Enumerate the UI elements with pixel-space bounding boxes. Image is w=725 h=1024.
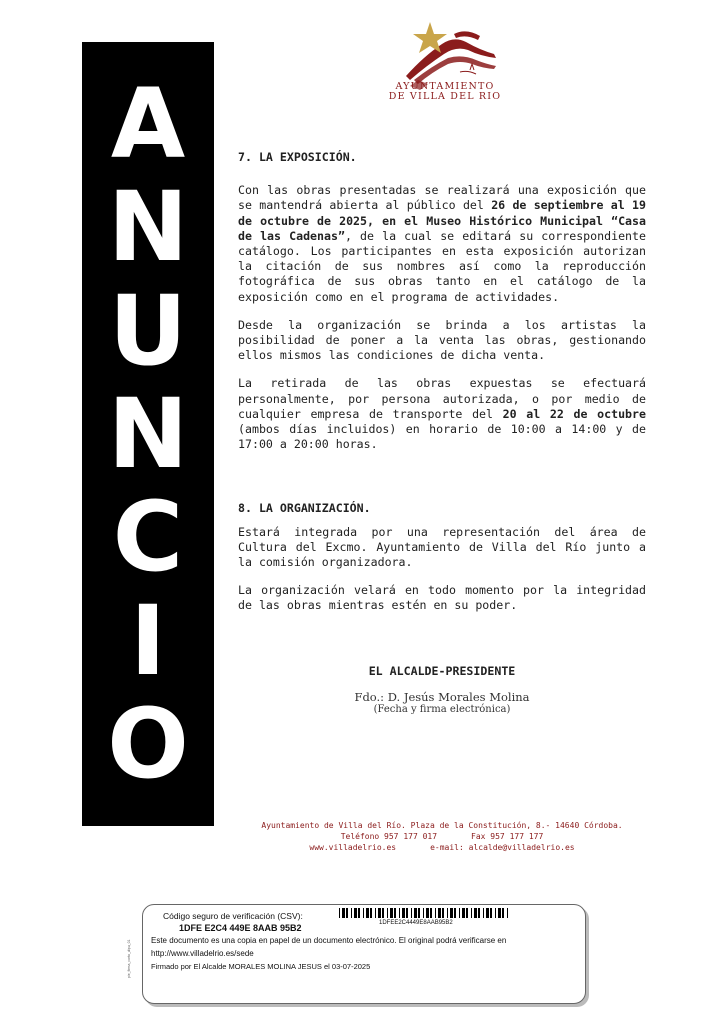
banner-letter-n2: N xyxy=(107,377,189,490)
barcode-text: 1DFEE2C4449E8AAB95B2 xyxy=(379,920,453,926)
csv-signed-line: Firmado por El Alcalde MORALES MOLINA JESUS el 03-07-2025 xyxy=(151,962,371,971)
banner-letter-o: O xyxy=(107,688,189,801)
footer-address xyxy=(232,820,652,853)
section7-paragraph3 xyxy=(238,376,646,452)
csv-code: 1DFE E2C4 449E 8AAB 95B2 xyxy=(179,923,302,933)
csv-verification-box xyxy=(142,904,586,1004)
section7-p1-text-a: Con las obras presentadas se realizará una exposición que se mantendrá abierta al público del xyxy=(238,183,646,213)
section7-p1-text-c: , de la cual se editará su correspondiente catálogo. Los participantes en esta exposición autorizan la citación de sus nombres así como la reproducción fotográfica de sus obras tanto en el catálogo de la exposición como en el programa de actividades. xyxy=(238,228,646,304)
logo-line1: AYUNTAMIENTO xyxy=(395,81,495,92)
csv-info-line1: Este documento es una copia en papel de un documento electrónico. El original podrá verificarse en xyxy=(151,936,507,945)
barcode-icon xyxy=(339,908,509,918)
signature-name: Fdo.: D. Jesús Morales Molina xyxy=(354,690,530,704)
footer-address-line: Ayuntamiento de Villa del Río. Plaza de la Constitución, 8.- 14640 Córdoba. xyxy=(261,821,623,830)
banner-letter-u: U xyxy=(109,274,187,387)
signature-block xyxy=(238,664,646,715)
section8-paragraph2: La organización velará en todo momento por la integridad de las obras mientras estén en su poder. xyxy=(238,583,646,613)
signature-note: (Fecha y firma electrónica) xyxy=(373,704,511,715)
section7-p3-text-c: (ambos días incluidos) en horario de 10:00 a 14:00 y de 17:00 a 20:00 horas. xyxy=(238,422,646,452)
logo-text xyxy=(370,82,520,102)
anuncio-banner xyxy=(82,42,214,826)
section7-p1-bold: 26 de septiembre al 19 de octubre de 2025, en el Museo Histórico Municipal “Casa de las Cadenas” xyxy=(238,198,647,243)
section7-p3-bold: 20 al 22 de octubre xyxy=(502,406,647,421)
section7-heading: 7. LA EXPOSICIÓN. xyxy=(238,150,357,164)
footer-email-link[interactable]: e-mail: alcalde@villadelrio.es xyxy=(430,843,575,852)
logo-line2: DE VILLA DEL RIO xyxy=(388,91,502,102)
footer-phone: Teléfono 957 177 017 xyxy=(340,832,438,841)
footer-web-link[interactable]: www.villadelrio.es xyxy=(309,843,397,852)
section7-paragraph1 xyxy=(238,183,646,305)
side-stamp: pie_firma_corto_dipu_01 xyxy=(127,939,131,978)
banner-letter-n1: N xyxy=(107,171,189,284)
csv-verify-link[interactable]: http://www.villadelrio.es/sede xyxy=(151,949,254,958)
section7-paragraph2: Desde la organización se brinda a los artistas la posibilidad de poner a la venta las obras, gestionando ellos mismos las condiciones de dicha venta. xyxy=(238,317,646,363)
document-body xyxy=(238,150,646,627)
signature-title: EL ALCALDE-PRESIDENTE xyxy=(368,664,516,678)
section7-p3-text-a: La retirada de las obras expuestas se efectuará personalmente, por persona autorizada, o por medio de cualquier empresa de transporte del xyxy=(238,376,646,421)
section8-paragraph1: Estará integrada por una representación del área de Cultura del Excmo. Ayuntamiento de Villa del Río junto a la comisión organizadora. xyxy=(238,524,646,570)
csv-label: Código seguro de verificación (CSV): xyxy=(163,911,303,921)
banner-letter-c: C xyxy=(112,481,184,594)
section-gap xyxy=(238,465,646,501)
section8-heading: 8. LA ORGANIZACIÓN. xyxy=(238,501,371,516)
banner-letter-a: A xyxy=(110,67,186,180)
footer-fax: Fax 957 177 177 xyxy=(471,832,544,841)
banner-letter-i: I xyxy=(130,584,166,697)
